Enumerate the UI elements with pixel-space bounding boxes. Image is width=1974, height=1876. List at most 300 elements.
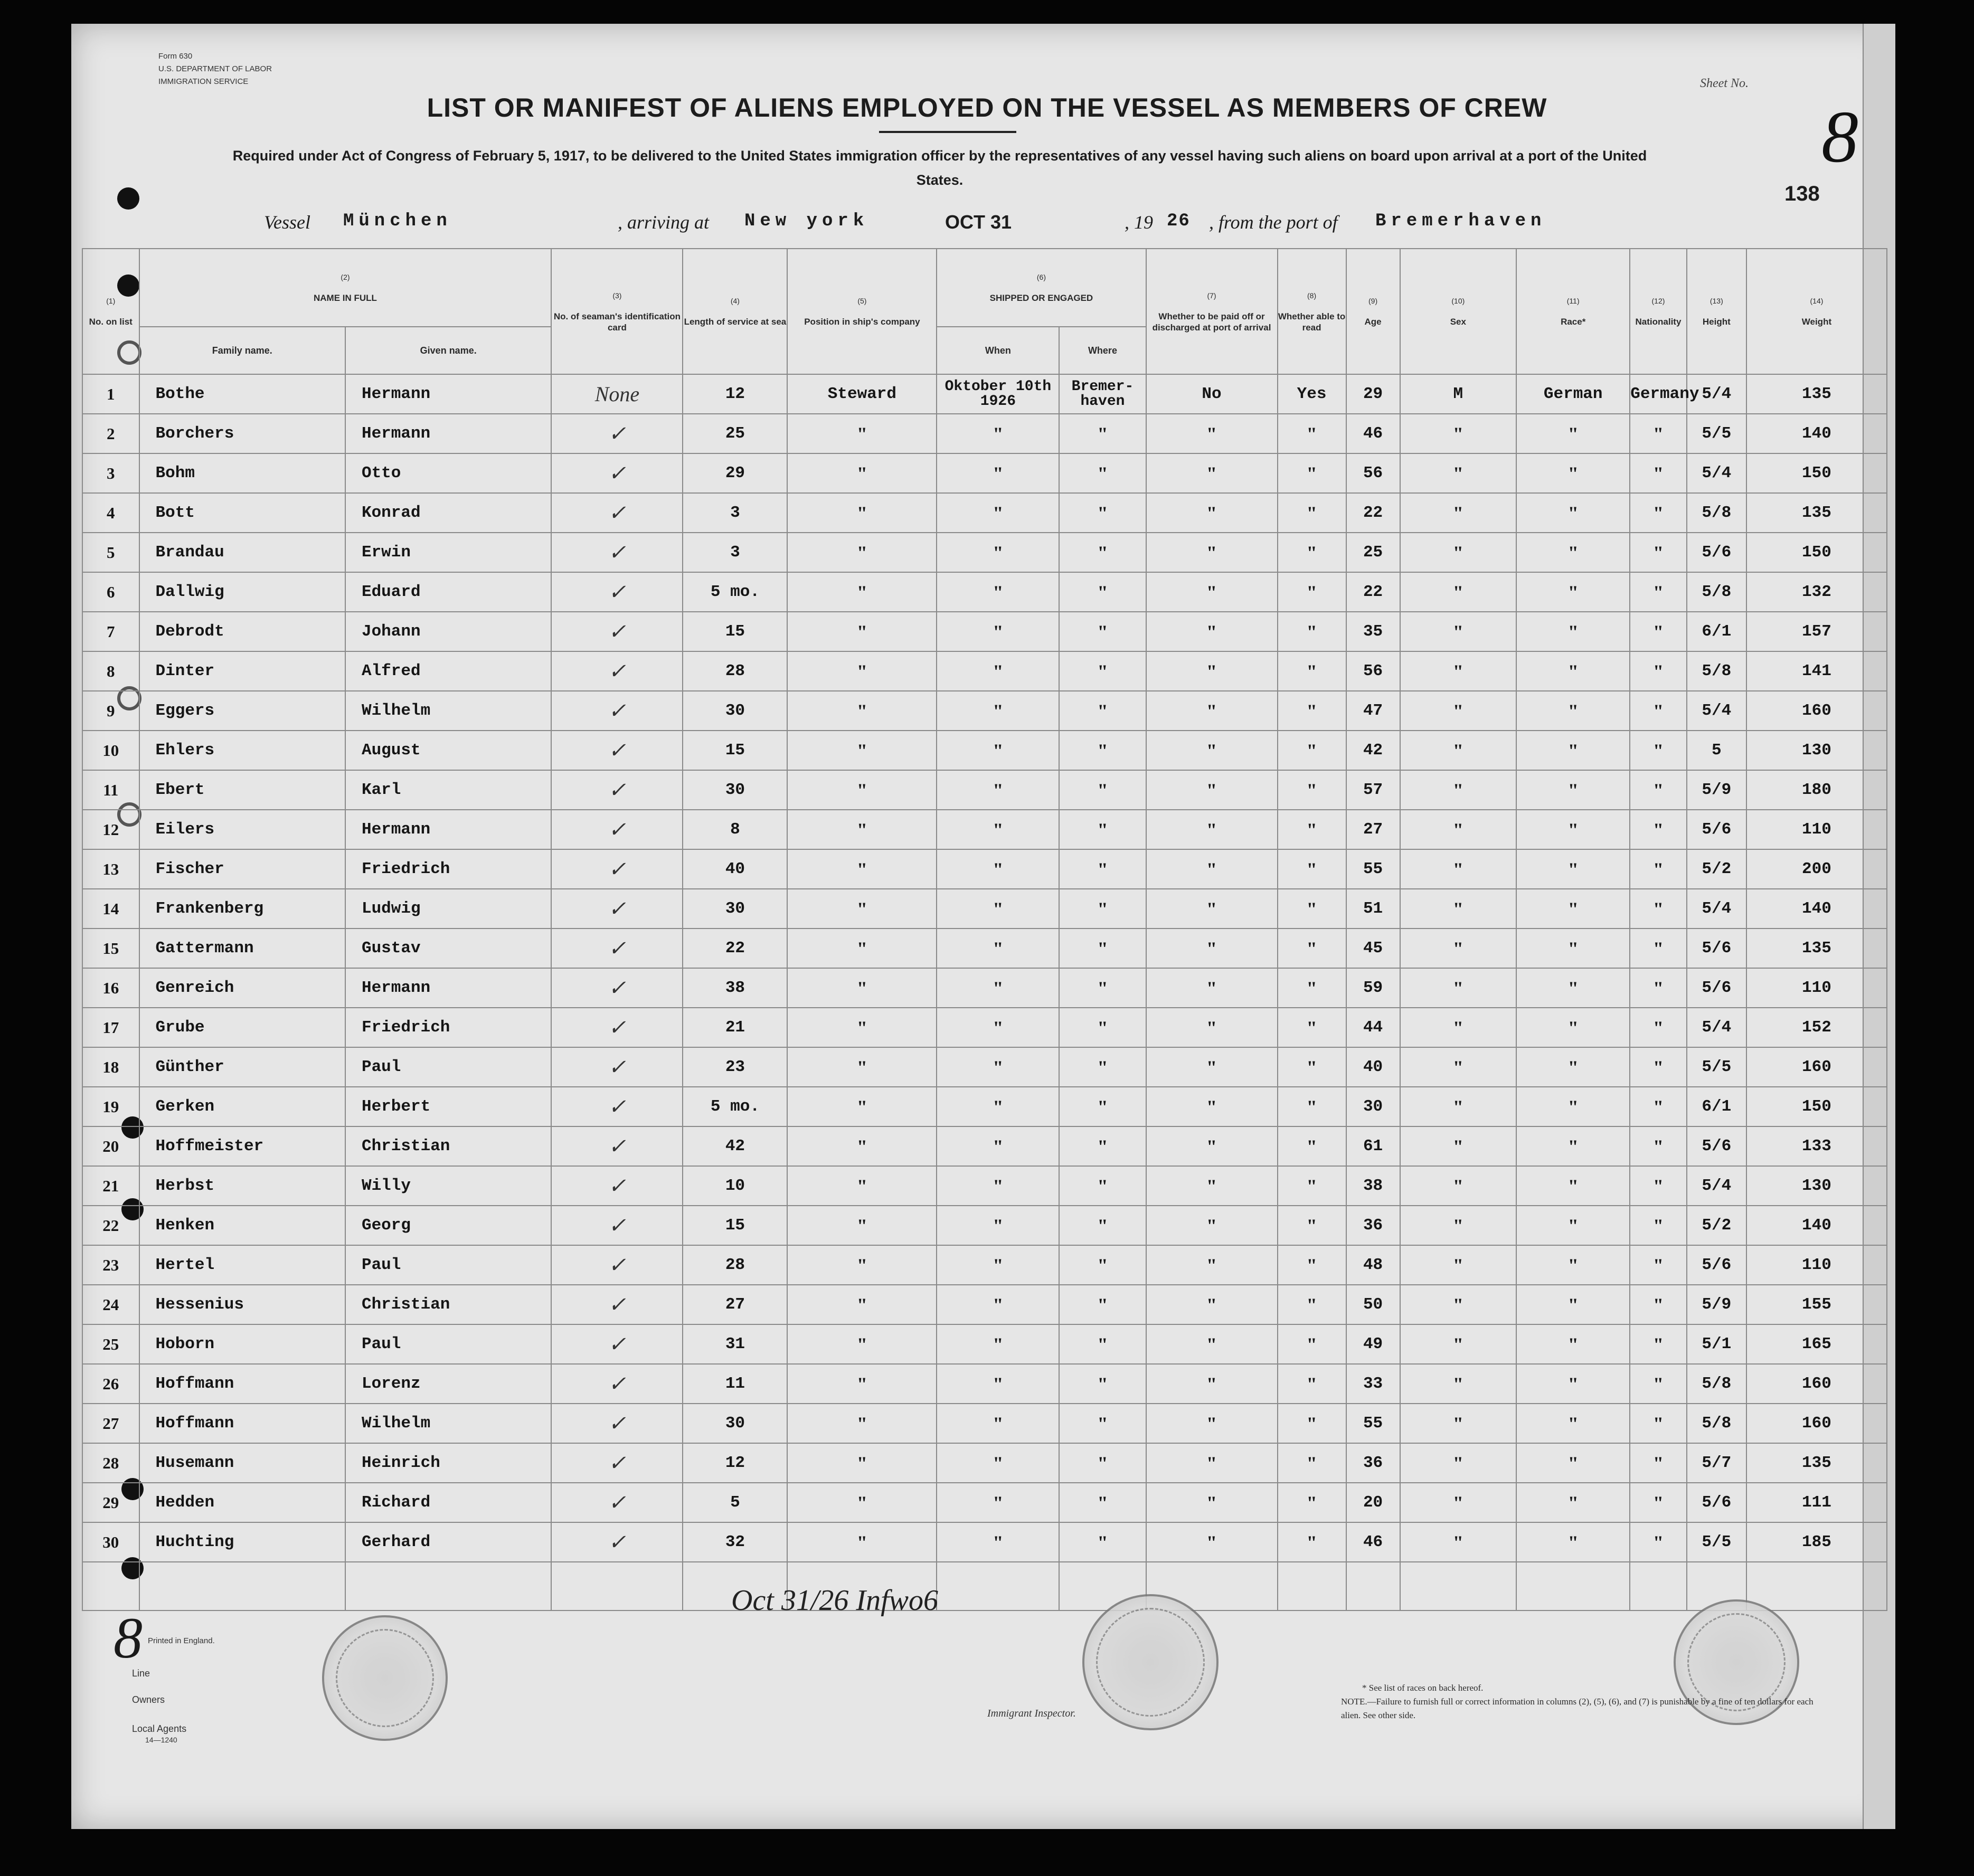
able-read-cell: " xyxy=(1278,1483,1346,1522)
nationality-cell: " xyxy=(1630,414,1687,453)
able-read-cell: " xyxy=(1278,453,1346,493)
service-length-cell: 38 xyxy=(683,968,787,1008)
family-name-cell: Eilers xyxy=(139,810,345,849)
empty-cell xyxy=(1630,1562,1687,1610)
col-id-card: (3) No. of seaman's identification card xyxy=(551,249,683,374)
table-row xyxy=(82,1364,1887,1404)
race-cell: " xyxy=(1516,1364,1630,1404)
height-cell: 5/8 xyxy=(1687,1364,1746,1404)
service-length-cell: 3 xyxy=(683,493,787,533)
from-port-label: , from the port of xyxy=(1209,212,1338,233)
family-name-cell: Hertel xyxy=(139,1245,345,1285)
table-row xyxy=(82,731,1887,770)
crew-manifest-table xyxy=(82,248,1887,1611)
shipped-where-cell: " xyxy=(1059,493,1146,533)
family-name-cell: Hoffmeister xyxy=(139,1126,345,1166)
handwritten-8-bottom: 8 xyxy=(114,1606,143,1670)
able-read-cell: " xyxy=(1278,1245,1346,1285)
race-cell: " xyxy=(1516,1285,1630,1324)
able-read-cell: " xyxy=(1278,770,1346,810)
shipped-where-cell: " xyxy=(1059,453,1146,493)
id-card-cell: ✓ xyxy=(551,1443,683,1483)
row-number-cell: 22 xyxy=(82,1206,139,1245)
family-name-cell: Eggers xyxy=(139,691,345,731)
shipped-where-cell: " xyxy=(1059,533,1146,572)
able-read-cell: " xyxy=(1278,1324,1346,1364)
form-code: 14—1240 xyxy=(145,1736,177,1744)
race-cell: German xyxy=(1516,374,1630,414)
nationality-cell: " xyxy=(1630,770,1687,810)
height-cell: 5/9 xyxy=(1687,770,1746,810)
height-cell: 5/9 xyxy=(1687,1285,1746,1324)
paid-off-cell: " xyxy=(1146,1087,1278,1126)
height-cell: 5/4 xyxy=(1687,1166,1746,1206)
height-cell: 5/4 xyxy=(1687,374,1746,414)
position-cell: " xyxy=(787,810,937,849)
position-cell: " xyxy=(787,731,937,770)
age-cell: 55 xyxy=(1346,849,1400,889)
row-number-cell: 24 xyxy=(82,1285,139,1324)
handwritten-page-number: 8 xyxy=(1821,96,1858,178)
race-cell: " xyxy=(1516,889,1630,928)
row-number-cell: 20 xyxy=(82,1126,139,1166)
shipped-when-cell: " xyxy=(937,1126,1059,1166)
race-cell: " xyxy=(1516,1324,1630,1364)
paid-off-cell: " xyxy=(1146,533,1278,572)
position-cell: " xyxy=(787,453,937,493)
nationality-cell: " xyxy=(1630,533,1687,572)
row-number-cell: 8 xyxy=(82,651,139,691)
page-number: 138 xyxy=(1784,182,1820,205)
nationality-cell: " xyxy=(1630,1245,1687,1285)
given-name-cell: Karl xyxy=(345,770,551,810)
empty-cell xyxy=(937,1562,1059,1610)
col-position: (5) Position in ship's company xyxy=(787,249,937,374)
table-row xyxy=(82,414,1887,453)
id-card-cell: None xyxy=(551,374,683,414)
id-card-cell: ✓ xyxy=(551,1324,683,1364)
sex-cell: " xyxy=(1400,1364,1517,1404)
service-length-cell: 22 xyxy=(683,928,787,968)
row-number-cell: 27 xyxy=(82,1404,139,1443)
form-number: Form 630 xyxy=(158,52,193,61)
shipped-where-cell: " xyxy=(1059,1206,1146,1245)
able-read-cell: " xyxy=(1278,1404,1346,1443)
able-read-cell: " xyxy=(1278,849,1346,889)
position-cell: " xyxy=(787,1008,937,1047)
fine-note: NOTE.—Failure to furnish full or correct information in columns (2), (5), (6), and (7) is punishable by a fine of ten dollars for each alien. See other side. xyxy=(1341,1697,1814,1720)
given-name-cell: Richard xyxy=(345,1483,551,1522)
shipped-where-cell: " xyxy=(1059,968,1146,1008)
row-number-cell: 19 xyxy=(82,1087,139,1126)
height-cell: 5/6 xyxy=(1687,1483,1746,1522)
age-cell: 57 xyxy=(1346,770,1400,810)
shipped-when-cell: " xyxy=(937,1443,1059,1483)
empty-cell xyxy=(1278,1562,1346,1610)
shipped-where-cell: " xyxy=(1059,1087,1146,1126)
position-cell: " xyxy=(787,612,937,651)
nationality-cell: " xyxy=(1630,1126,1687,1166)
paid-off-cell: " xyxy=(1146,612,1278,651)
shipped-where-cell: " xyxy=(1059,1324,1146,1364)
family-name-cell: Husemann xyxy=(139,1443,345,1483)
able-read-cell: " xyxy=(1278,1166,1346,1206)
row-number-cell: 10 xyxy=(82,731,139,770)
col-nationality: (12) Nationality xyxy=(1630,249,1687,374)
sex-cell: " xyxy=(1400,1404,1517,1443)
weight-cell: 140 xyxy=(1746,889,1887,928)
age-cell: 50 xyxy=(1346,1285,1400,1324)
nationality-cell: Germany xyxy=(1630,374,1687,414)
weight-cell: 185 xyxy=(1746,1522,1887,1562)
able-read-cell: " xyxy=(1278,1047,1346,1087)
table-row xyxy=(82,651,1887,691)
age-cell: 36 xyxy=(1346,1206,1400,1245)
position-cell: " xyxy=(787,1443,937,1483)
consulate-seal xyxy=(1082,1594,1219,1730)
service-length-cell: 12 xyxy=(683,374,787,414)
paid-off-cell: " xyxy=(1146,493,1278,533)
row-number-cell: 30 xyxy=(82,1522,139,1562)
table-row xyxy=(82,612,1887,651)
age-cell: 22 xyxy=(1346,493,1400,533)
position-cell: " xyxy=(787,1206,937,1245)
weight-cell: 150 xyxy=(1746,533,1887,572)
nationality-cell: " xyxy=(1630,928,1687,968)
id-card-cell: ✓ xyxy=(551,1008,683,1047)
given-name-cell: Lorenz xyxy=(345,1364,551,1404)
service-length-cell: 15 xyxy=(683,612,787,651)
col-shipped: (6) SHIPPED OR ENGAGED xyxy=(937,249,1146,327)
id-card-cell: ✓ xyxy=(551,1047,683,1087)
race-cell: " xyxy=(1516,651,1630,691)
position-cell: " xyxy=(787,928,937,968)
col-service: (4) Length of service at sea xyxy=(683,249,787,374)
id-card-cell: ✓ xyxy=(551,968,683,1008)
nationality-cell: " xyxy=(1630,849,1687,889)
height-cell: 5/4 xyxy=(1687,889,1746,928)
height-cell: 5/7 xyxy=(1687,1443,1746,1483)
shipped-when-cell: " xyxy=(937,1324,1059,1364)
paid-off-cell: " xyxy=(1146,968,1278,1008)
shipped-where-cell: " xyxy=(1059,612,1146,651)
table-row xyxy=(82,1443,1887,1483)
empty-cell xyxy=(1746,1562,1887,1610)
nationality-cell: " xyxy=(1630,1008,1687,1047)
id-card-cell: ✓ xyxy=(551,928,683,968)
age-cell: 46 xyxy=(1346,1522,1400,1562)
given-name-cell: Hermann xyxy=(345,810,551,849)
table-row xyxy=(82,453,1887,493)
nationality-cell: " xyxy=(1630,1285,1687,1324)
family-name-cell: Bott xyxy=(139,493,345,533)
family-name-cell: Dinter xyxy=(139,651,345,691)
id-card-cell: ✓ xyxy=(551,1126,683,1166)
sex-cell: " xyxy=(1400,651,1517,691)
id-card-cell: ✓ xyxy=(551,731,683,770)
table-row xyxy=(82,1404,1887,1443)
row-number-cell: 29 xyxy=(82,1483,139,1522)
shipped-where-cell: " xyxy=(1059,1522,1146,1562)
age-cell: 48 xyxy=(1346,1245,1400,1285)
age-cell: 25 xyxy=(1346,533,1400,572)
row-number-cell: 2 xyxy=(82,414,139,453)
manifest-rows xyxy=(82,374,1887,1610)
age-cell: 56 xyxy=(1346,651,1400,691)
table-row xyxy=(82,968,1887,1008)
age-cell: 56 xyxy=(1346,453,1400,493)
given-name-cell: Ludwig xyxy=(345,889,551,928)
col-race: (11) Race* xyxy=(1516,249,1630,374)
able-read-cell: " xyxy=(1278,691,1346,731)
given-name-cell: Hermann xyxy=(345,374,551,414)
family-name-cell: Herbst xyxy=(139,1166,345,1206)
sex-cell: " xyxy=(1400,1126,1517,1166)
sex-cell: " xyxy=(1400,849,1517,889)
given-name-cell: Willy xyxy=(345,1166,551,1206)
arrival-port: New york xyxy=(744,211,869,231)
table-row xyxy=(82,1324,1887,1364)
printed-in-label: Printed in England. xyxy=(148,1636,215,1645)
table-row xyxy=(82,1245,1887,1285)
col-paid-off: (7) Whether to be paid off or discharged at port of arrival xyxy=(1146,249,1278,374)
given-name-cell: Heinrich xyxy=(345,1443,551,1483)
id-card-cell: ✓ xyxy=(551,1404,683,1443)
race-cell: " xyxy=(1516,1008,1630,1047)
given-name-cell: Wilhelm xyxy=(345,691,551,731)
shipped-when-cell: " xyxy=(937,493,1059,533)
position-cell: " xyxy=(787,1166,937,1206)
service-length-cell: 42 xyxy=(683,1126,787,1166)
nationality-cell: " xyxy=(1630,651,1687,691)
weight-cell: 140 xyxy=(1746,1206,1887,1245)
sex-cell: " xyxy=(1400,1443,1517,1483)
shipped-when-cell: " xyxy=(937,691,1059,731)
service-length-cell: 30 xyxy=(683,691,787,731)
race-cell: " xyxy=(1516,849,1630,889)
paid-off-cell: " xyxy=(1146,1166,1278,1206)
table-row xyxy=(82,691,1887,731)
height-cell: 5/2 xyxy=(1687,849,1746,889)
table-row xyxy=(82,1483,1887,1522)
service-length-cell: 30 xyxy=(683,1404,787,1443)
given-name-cell: Hermann xyxy=(345,968,551,1008)
nationality-cell: " xyxy=(1630,1324,1687,1364)
given-name-cell: Georg xyxy=(345,1206,551,1245)
table-row xyxy=(82,533,1887,572)
weight-cell: 135 xyxy=(1746,493,1887,533)
height-cell: 5 xyxy=(1687,731,1746,770)
empty-cell xyxy=(551,1562,683,1610)
given-name-cell: Gerhard xyxy=(345,1522,551,1562)
weight-cell: 155 xyxy=(1746,1285,1887,1324)
col-no: (1) No. on list xyxy=(82,249,139,374)
given-name-cell: August xyxy=(345,731,551,770)
position-cell: " xyxy=(787,1364,937,1404)
sex-cell: " xyxy=(1400,1324,1517,1364)
nationality-cell: " xyxy=(1630,1206,1687,1245)
able-read-cell: " xyxy=(1278,889,1346,928)
sex-cell: " xyxy=(1400,968,1517,1008)
nationality-cell: " xyxy=(1630,1364,1687,1404)
shipped-where-cell: " xyxy=(1059,414,1146,453)
able-read-cell: " xyxy=(1278,493,1346,533)
col-weight: (14) Weight xyxy=(1746,249,1887,374)
able-read-cell: Yes xyxy=(1278,374,1346,414)
footer-notes xyxy=(1341,1681,1816,1722)
shipped-when-cell: " xyxy=(937,810,1059,849)
nationality-cell: " xyxy=(1630,1483,1687,1522)
weight-cell: 110 xyxy=(1746,1245,1887,1285)
paid-off-cell: " xyxy=(1146,453,1278,493)
weight-cell: 110 xyxy=(1746,810,1887,849)
col-sex: (10) Sex xyxy=(1400,249,1517,374)
sex-cell: " xyxy=(1400,1522,1517,1562)
shipped-when-cell: " xyxy=(937,1245,1059,1285)
id-card-cell: ✓ xyxy=(551,493,683,533)
sex-cell: " xyxy=(1400,810,1517,849)
weight-cell: 110 xyxy=(1746,968,1887,1008)
given-name-cell: Paul xyxy=(345,1047,551,1087)
service-length-cell: 28 xyxy=(683,651,787,691)
family-name-cell: Hoffmann xyxy=(139,1364,345,1404)
col-family-name: Family name. xyxy=(139,327,345,374)
family-name-cell: Bohm xyxy=(139,453,345,493)
height-cell: 5/8 xyxy=(1687,572,1746,612)
row-number-cell: 11 xyxy=(82,770,139,810)
service-length-cell: 25 xyxy=(683,414,787,453)
service-length-cell: 23 xyxy=(683,1047,787,1087)
paid-off-cell: " xyxy=(1146,572,1278,612)
family-name-cell: Hoffmann xyxy=(139,1404,345,1443)
height-cell: 5/4 xyxy=(1687,453,1746,493)
given-name-cell: Christian xyxy=(345,1285,551,1324)
paid-off-cell: " xyxy=(1146,1206,1278,1245)
position-cell: " xyxy=(787,493,937,533)
weight-cell: 150 xyxy=(1746,1087,1887,1126)
shipped-when-cell: Oktober 10th 1926 xyxy=(937,374,1059,414)
given-name-cell: Alfred xyxy=(345,651,551,691)
id-card-cell: ✓ xyxy=(551,612,683,651)
shipped-when-cell: " xyxy=(937,1522,1059,1562)
paid-off-cell: " xyxy=(1146,1364,1278,1404)
able-read-cell: " xyxy=(1278,1087,1346,1126)
age-cell: 47 xyxy=(1346,691,1400,731)
service-length-cell: 21 xyxy=(683,1008,787,1047)
row-number-cell: 25 xyxy=(82,1324,139,1364)
family-name-cell: Debrodt xyxy=(139,612,345,651)
able-read-cell: " xyxy=(1278,810,1346,849)
shipped-when-cell: " xyxy=(937,1285,1059,1324)
height-cell: 5/6 xyxy=(1687,1126,1746,1166)
id-card-cell: ✓ xyxy=(551,1087,683,1126)
service-length-cell: 31 xyxy=(683,1324,787,1364)
form-meta xyxy=(158,50,272,88)
shipped-when-cell: " xyxy=(937,889,1059,928)
service-length-cell: 8 xyxy=(683,810,787,849)
position-cell: " xyxy=(787,533,937,572)
age-cell: 55 xyxy=(1346,1404,1400,1443)
race-cell: " xyxy=(1516,968,1630,1008)
sex-cell: " xyxy=(1400,453,1517,493)
col-name: (2) NAME IN FULL xyxy=(139,249,552,327)
table-row xyxy=(82,1166,1887,1206)
race-cell: " xyxy=(1516,1483,1630,1522)
age-cell: 45 xyxy=(1346,928,1400,968)
race-cell: " xyxy=(1516,453,1630,493)
shipped-when-cell: " xyxy=(937,1364,1059,1404)
table-row xyxy=(82,1126,1887,1166)
service-length-cell: 5 mo. xyxy=(683,1087,787,1126)
height-cell: 5/6 xyxy=(1687,968,1746,1008)
weight-cell: 135 xyxy=(1746,1443,1887,1483)
race-cell: " xyxy=(1516,1047,1630,1087)
able-read-cell: " xyxy=(1278,731,1346,770)
empty-cell xyxy=(345,1562,551,1610)
sex-cell: " xyxy=(1400,1483,1517,1522)
id-card-cell: ✓ xyxy=(551,533,683,572)
weight-cell: 135 xyxy=(1746,374,1887,414)
family-name-cell: Henken xyxy=(139,1206,345,1245)
vessel-label: Vessel xyxy=(264,212,310,233)
paid-off-cell: " xyxy=(1146,1245,1278,1285)
row-number-cell: 7 xyxy=(82,612,139,651)
weight-cell: 152 xyxy=(1746,1008,1887,1047)
weight-cell: 135 xyxy=(1746,928,1887,968)
family-name-cell: Brandau xyxy=(139,533,345,572)
age-cell: 61 xyxy=(1346,1126,1400,1166)
service-length-cell: 27 xyxy=(683,1285,787,1324)
local-agents-label: Local Agents xyxy=(132,1723,187,1734)
height-cell: 5/8 xyxy=(1687,493,1746,533)
shipped-where-cell: " xyxy=(1059,1166,1146,1206)
row-number-cell: 16 xyxy=(82,968,139,1008)
age-cell: 59 xyxy=(1346,968,1400,1008)
shipped-where-cell: " xyxy=(1059,849,1146,889)
height-cell: 5/6 xyxy=(1687,1245,1746,1285)
age-cell: 35 xyxy=(1346,612,1400,651)
table-row xyxy=(82,1285,1887,1324)
able-read-cell: " xyxy=(1278,414,1346,453)
sex-cell: " xyxy=(1400,928,1517,968)
paid-off-cell: " xyxy=(1146,1522,1278,1562)
sex-cell: " xyxy=(1400,1245,1517,1285)
service-length-cell: 40 xyxy=(683,849,787,889)
id-card-cell: ✓ xyxy=(551,651,683,691)
paid-off-cell: " xyxy=(1146,731,1278,770)
paid-off-cell: " xyxy=(1146,1443,1278,1483)
id-card-cell: ✓ xyxy=(551,1364,683,1404)
given-name-cell: Christian xyxy=(345,1126,551,1166)
given-name-cell: Gustav xyxy=(345,928,551,968)
given-name-cell: Herbert xyxy=(345,1087,551,1126)
paid-off-cell: " xyxy=(1146,849,1278,889)
height-cell: 5/5 xyxy=(1687,1522,1746,1562)
height-cell: 5/5 xyxy=(1687,1047,1746,1087)
age-cell: 38 xyxy=(1346,1166,1400,1206)
nationality-cell: " xyxy=(1630,612,1687,651)
age-cell: 40 xyxy=(1346,1047,1400,1087)
empty-cell xyxy=(1346,1562,1400,1610)
weight-cell: 150 xyxy=(1746,453,1887,493)
paid-off-cell: " xyxy=(1146,1324,1278,1364)
race-cell: " xyxy=(1516,1443,1630,1483)
empty-cell xyxy=(1400,1562,1517,1610)
table-row xyxy=(82,770,1887,810)
paid-off-cell: " xyxy=(1146,1126,1278,1166)
weight-cell: 160 xyxy=(1746,1364,1887,1404)
sex-cell: " xyxy=(1400,493,1517,533)
